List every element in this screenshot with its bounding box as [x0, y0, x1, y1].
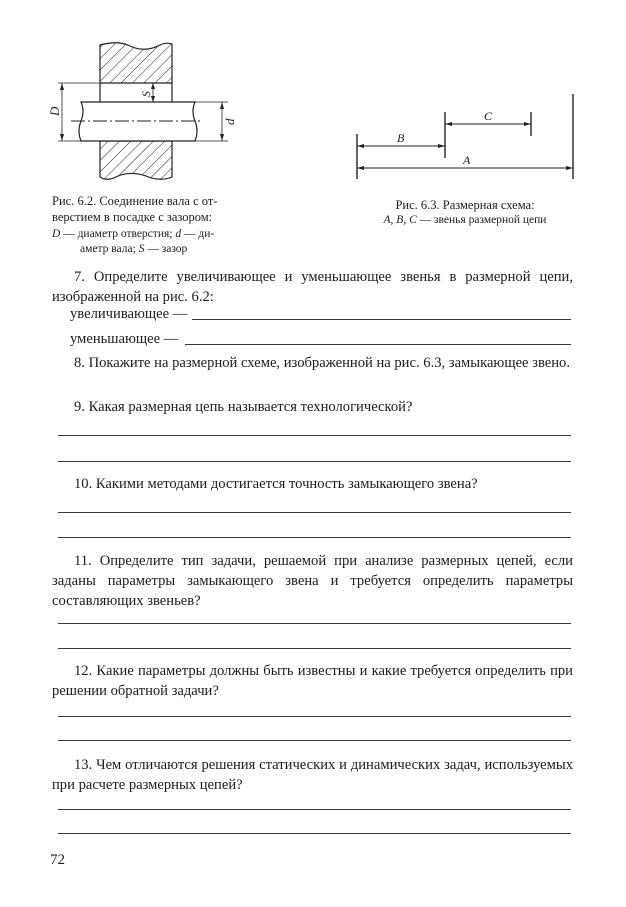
answer-line-q11-1[interactable] [58, 623, 571, 624]
caption-6-3-line1: Рис. 6.3. Размерная схема: [395, 198, 535, 212]
legend-text: — ди- [181, 228, 215, 240]
figure-6-2-legend [52, 227, 272, 257]
answer-line-q12-1[interactable] [58, 716, 571, 717]
question-7: 7. Определите увеличивающее и уменьшающее звенья в размерной цепи, изображенной на рис. 6.2: [52, 269, 573, 305]
label-D: D [47, 106, 62, 116]
question-10: 10. Какими методами достигается точность замыкающего звена? [74, 476, 478, 492]
figure-6-3-caption [340, 197, 590, 213]
question-11: 11. Определите тип задачи, решаемой при анализе размерных цепей, если заданы параметры замыкающего звена и требуется определить параметры составляющих звеньев? [52, 553, 573, 609]
legend-var-S: S [138, 243, 145, 255]
figure-6-3-legend [340, 213, 590, 228]
legend-text: аметр вала; [80, 243, 139, 255]
answer-line-q9-2[interactable] [58, 461, 571, 462]
legend-var-d: d [175, 228, 182, 240]
label-C: C [484, 109, 493, 123]
question-8: 8. Покажите на размерной схеме, изображенной на рис. 6.3, замыкающее звено. [74, 355, 570, 371]
answer-line-q11-2[interactable] [58, 648, 571, 649]
label-S: S [139, 91, 153, 97]
increasing-label: увеличивающее — [70, 306, 188, 322]
answer-line-q12-2[interactable] [58, 740, 571, 741]
answer-line-q13-1[interactable] [58, 809, 571, 810]
question-12: 12. Какие параметры должны быть известны и какие требуется определить при решении обратной задачи? [52, 663, 573, 699]
legend-text: — звенья размерной цепи [416, 214, 547, 226]
question-9: 9. Какая размерная цепь называется технологической? [74, 399, 413, 415]
caption-6-2-line1: Рис. 6.2. Соединение вала с от- [52, 194, 218, 208]
caption-6-2-line2: верстием в посадке с зазором: [52, 210, 213, 224]
decreasing-label: уменьшающее — [70, 331, 179, 347]
legend-var-D: D [52, 228, 61, 240]
question-13: 13. Чем отличаются решения статических и динамических задач, используемых при расчете размерных цепей? [52, 757, 573, 793]
answer-line-q9-1[interactable] [58, 435, 571, 436]
legend-vars-ABC: A, B, C [383, 214, 417, 226]
legend-text: — зазор [144, 243, 188, 255]
answer-line-q10-1[interactable] [58, 512, 571, 513]
answer-line-q10-2[interactable] [58, 537, 571, 538]
figure-6-3-dimension-scheme [0, 0, 626, 200]
label-B: B [397, 131, 405, 145]
legend-text: — диаметр отверстия; [60, 228, 176, 240]
answer-line-decreasing[interactable] [185, 344, 571, 345]
page-number: 72 [50, 852, 65, 868]
answer-line-q13-2[interactable] [58, 833, 571, 834]
label-d: d [222, 118, 237, 125]
label-A: A [463, 153, 471, 167]
answer-line-increasing[interactable] [192, 319, 571, 320]
